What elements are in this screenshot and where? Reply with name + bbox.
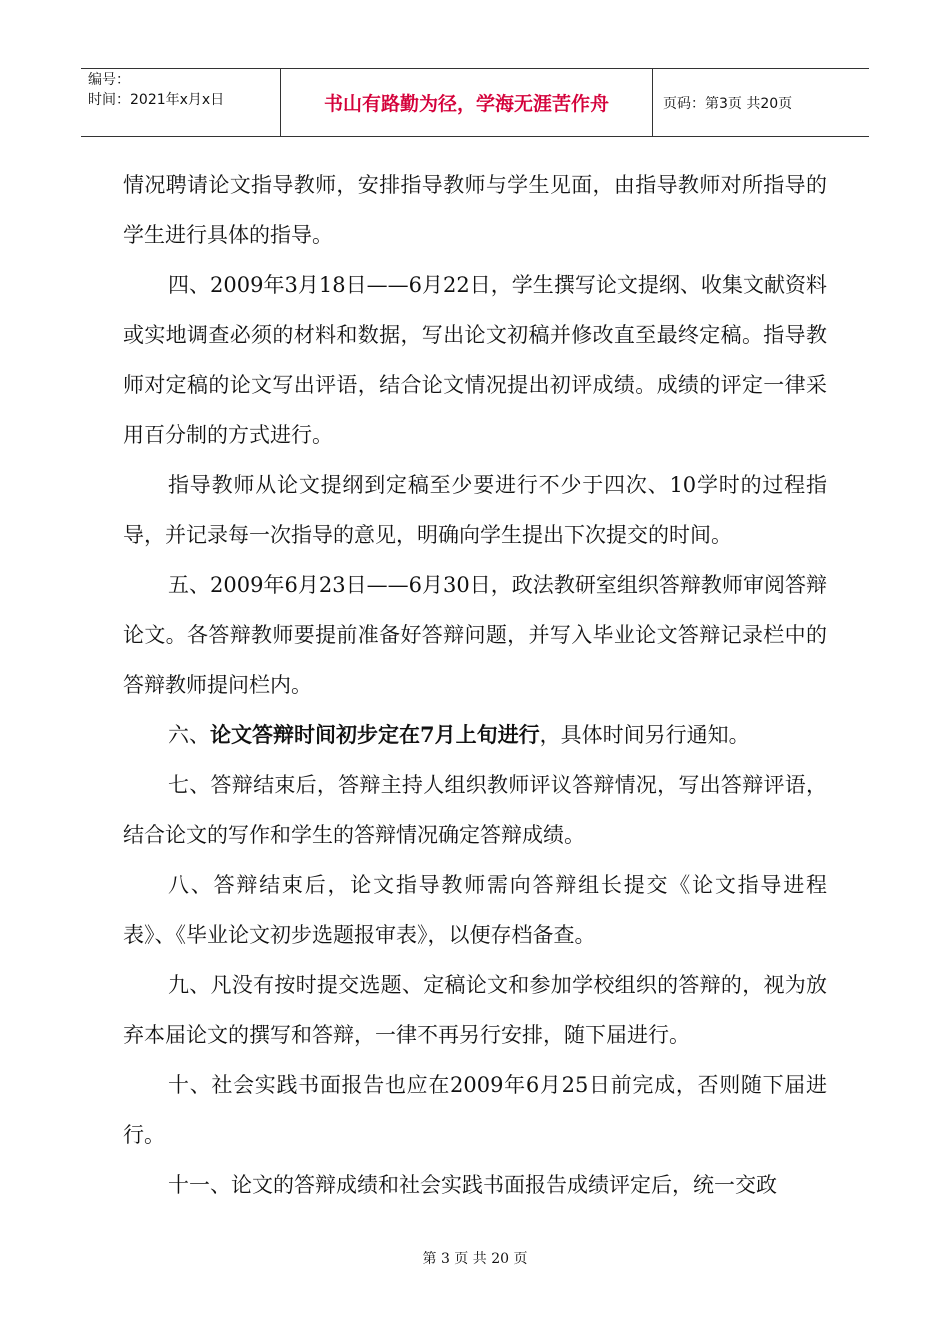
paragraph-guidance: 指导教师从论文提纲到定稿至少要进行不少于四次、10学时的过程指导，并记录每一次指导的意见，明确向学生提出下次提交的时间。 (123, 473, 827, 547)
paragraph-item-7: 七、答辩结束后，答辩主持人组织教师评议答辩情况，写出答辩评语，结合论文的写作和学生的答辩情况确定答辩成绩。 (123, 773, 827, 847)
header-number-label: 编号： (88, 72, 130, 88)
paragraph-continued: 情况聘请论文指导教师，安排指导教师与学生见面，由指导教师对所指导的学生进行具体的指导。 (123, 173, 827, 247)
header-date-label: 时间：2021年x月x日 (88, 92, 225, 108)
document-body (123, 160, 827, 1210)
paragraph-item-9: 九、凡没有按时提交选题、定稿论文和参加学校组织的答辩的，视为放弃本届论文的撰写和答辩，一律不再另行安排，随下届进行。 (123, 973, 827, 1047)
header-motto: 书山有路勤为径，学海无涯苦作舟 (281, 69, 653, 136)
header-meta (81, 69, 281, 136)
item-6-suffix: ，具体时间另行通知。 (539, 723, 750, 747)
paragraph-item-11: 十一、论文的答辩成绩和社会实践书面报告成绩评定后，统一交政 (168, 1173, 777, 1197)
paragraph-item-6 (123, 710, 827, 760)
paragraph-item-4: 四、2009年3月18日——6月22日，学生撰写论文提纲、收集文献资料或实地调查必须的材料和数据，写出论文初稿并修改直至最终定稿。指导教师对定稿的论文写出评语，结合论文情况提出初评成绩。成绩的评定一律采用百分制的方式进行。 (123, 273, 827, 447)
page-footer: 第 3 页 共 20 页 (422, 1251, 528, 1267)
item-6-bold-text: 论文答辩时间初步定在7月上旬进行 (210, 722, 540, 747)
paragraph-item-10: 十、社会实践书面报告也应在2009年6月25日前完成，否则随下届进行。 (123, 1073, 827, 1147)
item-6-prefix: 六、 (168, 723, 210, 747)
header-page-info: 页码：第3页 共20页 (663, 95, 793, 112)
paragraph-item-5: 五、2009年6月23日——6月30日，政法教研室组织答辩教师审阅答辩论文。各答辩教师要提前准备好答辩问题，并写入毕业论文答辩记录栏中的答辩教师提问栏内。 (123, 573, 827, 697)
paragraph-item-8: 八、答辩结束后，论文指导教师需向答辩组长提交《论文指导进程表》、《毕业论文初步选题报审表》，以便存档备查。 (123, 873, 827, 947)
page-header (81, 68, 869, 137)
